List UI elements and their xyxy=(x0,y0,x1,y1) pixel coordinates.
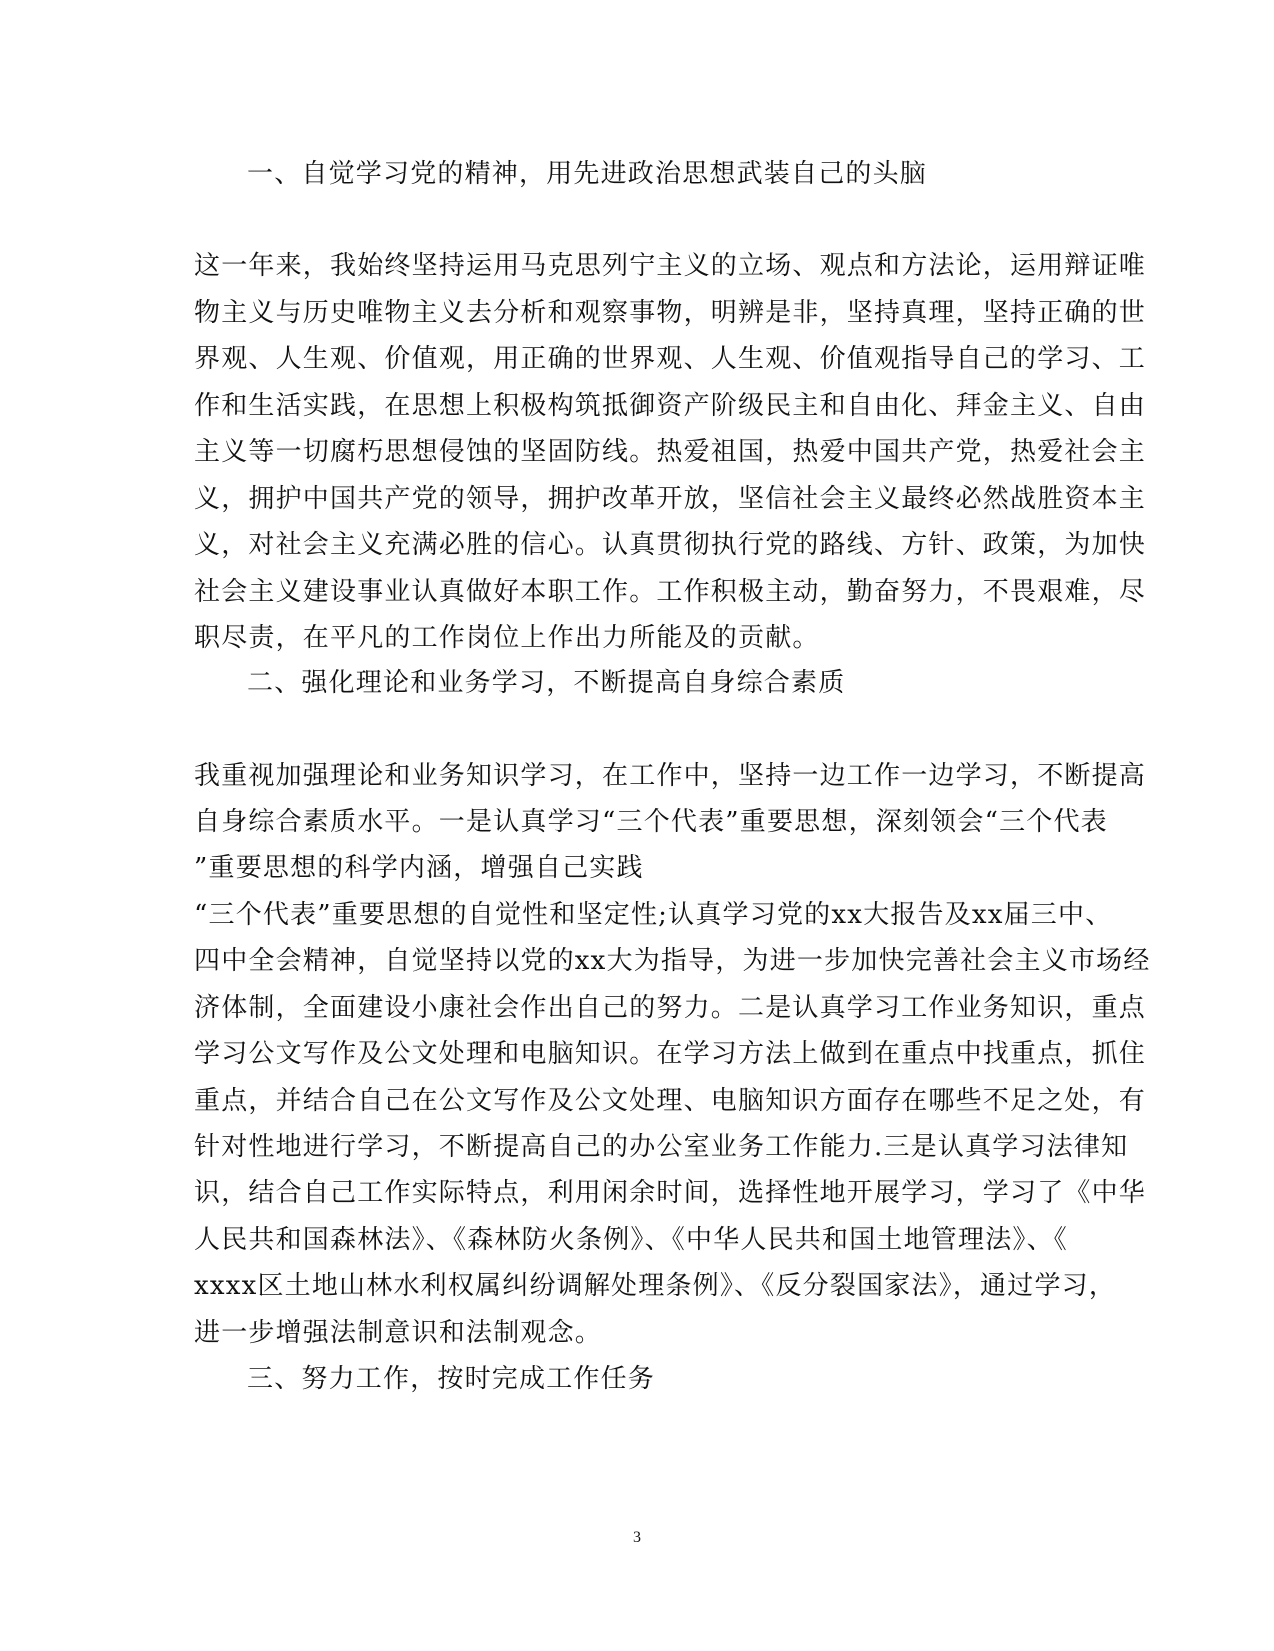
paragraph-line: “三个代表”重要思想的自觉性和坚定性;认真学习党的xx大报告及xx届三中、 xyxy=(194,900,1113,930)
paragraph-line: 社会主义建设事业认真做好本职工作。工作积极主动，勤奋努力，不畏艰难，尽 xyxy=(194,577,1147,607)
paragraph-line: 识，结合自己工作实际特点，利用闲余时间，选择性地开展学习，学习了《中华 xyxy=(194,1178,1147,1208)
paragraph-line: 学习公文写作及公文处理和电脑知识。在学习方法上做到在重点中找重点，抓住 xyxy=(194,1039,1147,1069)
paragraph-line: ”重要思想的科学内涵，增强自己实践 xyxy=(194,853,644,883)
paragraph-line: 作和生活实践，在思想上积极构筑抵御资产阶级民主和自由化、拜金主义、自由 xyxy=(194,391,1147,421)
paragraph-line: 自身综合素质水平。一是认真学习“三个代表”重要思想，深刻领会“三个代表 xyxy=(194,807,1108,837)
paragraph-line: 物主义与历史唯物主义去分析和观察事物，明辨是非，坚持真理，坚持正确的世 xyxy=(194,298,1147,328)
paragraph-line: 这一年来，我始终坚持运用马克思列宁主义的立场、观点和方法论，运用辩证唯 xyxy=(194,251,1147,281)
page-number: 3 xyxy=(633,1529,641,1546)
paragraph-line: 济体制，全面建设小康社会作出自己的努力。二是认真学习工作业务知识，重点 xyxy=(194,993,1147,1023)
paragraph-line: 人民共和国森林法》、《森林防火条例》、《中华人民共和国土地管理法》、《 xyxy=(194,1225,1069,1255)
paragraph-line: 针对性地进行学习，不断提高自己的办公室业务工作能力.三是认真学习法律知 xyxy=(194,1132,1129,1162)
paragraph-line: 重点，并结合自己在公文写作及公文处理、电脑知识方面存在哪些不足之处，有 xyxy=(194,1086,1147,1116)
section-heading-1: 一、自觉学习党的精神，用先进政治思想武装自己的头脑 xyxy=(247,159,928,189)
paragraph-line: 义，对社会主义充满必胜的信心。认真贯彻执行党的路线、方针、政策，为加快 xyxy=(194,530,1147,560)
section-heading-3: 三、努力工作，按时完成工作任务 xyxy=(247,1364,656,1394)
paragraph-line: 我重视加强理论和业务知识学习，在工作中，坚持一边工作一边学习，不断提高 xyxy=(194,761,1147,791)
paragraph-line: 职尽责，在平凡的工作岗位上作出力所能及的贡献。 xyxy=(194,623,820,653)
section-heading-2: 二、强化理论和业务学习，不断提高自身综合素质 xyxy=(247,668,846,698)
paragraph-line: 界观、人生观、价值观，用正确的世界观、人生观、价值观指导自己的学习、工 xyxy=(194,344,1147,374)
paragraph-line: 主义等一切腐朽思想侵蚀的坚固防线。热爱祖国，热爱中国共产党，热爱社会主 xyxy=(194,437,1147,467)
paragraph-line: xxxx区土地山林水利权属纠纷调解处理条例》、《反分裂国家法》，通过学习， xyxy=(194,1271,1117,1301)
paragraph-line: 义，拥护中国共产党的领导，拥护改革开放，坚信社会主义最终必然战胜资本主 xyxy=(194,484,1147,514)
paragraph-line: 四中全会精神，自觉坚持以党的xx大为指导，为进一步加快完善社会主义市场经 xyxy=(194,946,1151,976)
paragraph-line: 进一步增强法制意识和法制观念。 xyxy=(194,1318,603,1348)
